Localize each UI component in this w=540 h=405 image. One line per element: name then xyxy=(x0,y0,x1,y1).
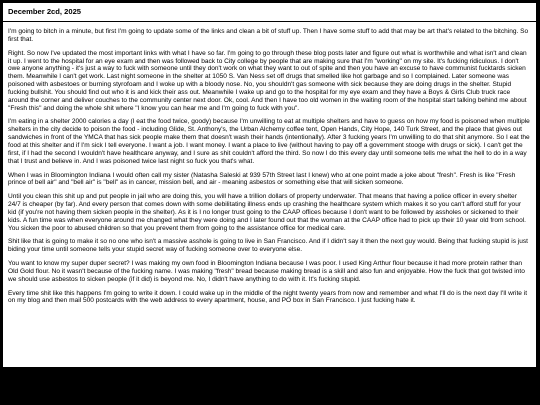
post-paragraph-8: Every time shit like this happens I'm going to write it down. I could wake up in the middle of the night twenty years from now and remember and what I'll do is the next day I'll write it on my blog and then mail 500 postcards with the web address to every apartment, house, and PO box in San Francisco. I just fucking hate it. xyxy=(8,289,528,305)
blog-post-panel xyxy=(3,3,536,367)
post-paragraph-3: I'm eating in a shelter 2000 calories a day (I eat the food twice, goody) because I'm unwilling to eat at multiple shelters and have to guess on how my food is poisoned when multiple shelters in the city decide to poison the food - including Glide, St. Anthony's, the Urban Alchemy coffee tent, Open Hands, City Hope, 140 Turk Street, and the place that gives out sandwiches in front of the YMCA that has sick people make them that doesn't wash their hands (intentionally). After 3 fucking years I'm unwilling to do that shit anymore. So I eat the food at this shelter and if I'm sick I tell everyone. I want a job. I want money. I want a place to live (without having to pay off a government stooge with drugs or sick). I can't get the first, if I had the second I wouldn't have healthcare anyway, and I sure as shit couldn't afford the third. So now I do this every day until someone tells me what the hell to do in a way that I trust and believe in. And I was poisoned twice last night so fuck you that's what. xyxy=(8,118,530,165)
post-paragraph-5: Until you clean this shit up and put people in jail who are doing this, you will have a trillion dollars of property underwater. That means that having a police officer in every shelter 24/7 is cheaper (by far). And every person that comes down with some debilitating illness ends up crashing the healthcare system which makes it so you can't afford stuff for your kid (if you're not having them sicken people in the shelter). As it is I no longer trust going to the CAAP offices because I don't want to be followed by assholes or sickened to their kids. A fun time was when everyone around me changed what they were doing and I later found out that the woman at the CAAP office had to pick up their 10 year old from school. You sicken the poor to abused children so that you prevent them from going to the assistance office for medical care. xyxy=(8,193,526,232)
post-paragraph-7: You want to know my super duper secret? I was making my own food in Bloomington Indiana because I was poor. I used King Arthur flour because it had more protein rather than Old Gold flour. No it wasn't because of the fucking name. I was making "fresh" bread because making bread is a skill and also fun and enjoyable. How the fuck that got twisted into we should use asbestos to sicken people (if it did) is beyond me. No, I didn't have anything to do with it. It's fucking stupid. xyxy=(8,260,525,283)
post-date-heading: December 2cd, 2025 xyxy=(8,7,82,16)
post-paragraph-1: I'm going to bitch in a minute, but first I'm going to update some of the links and clean a bit of stuff up. Then I have some stuff to add that may be art that's related to the bitching. So first that. xyxy=(8,28,529,43)
post-paragraph-4: When I was in Bloomington Indiana I would often call my sister (Natasha Saleski at 939 57th Street last I knew) who at one point made a joke about "fresh". Fresh is like "Fresh prince of bell air" and "bell air" is "bell" as in cancer, mission bell, and air - meaning asbestos or something else that will sicken someone. xyxy=(8,171,516,187)
heading-divider xyxy=(3,21,536,22)
post-paragraph-2: Right. So now I've updated the most important links with what I have so far. I'm going to go through these blog posts later and figure out what is worthwhile and what isn't and clean it up. I went to the hospital for an eye exam and then was followed back to City college by people that are making sure that I'm "working" on my site. It's fucking ridiculous. I don't owe anyone anything - it's just a way to fuck with someone until they don't work on what they want to out of spite and then you have an excuse to have communist fucktards sicken them. Meanwhile I can't get work. Last night someone in the shelter at 1050 S. Van Ness set off drugs that smelled like hot garbage and so I complained. Later someone was poisoned with asbestoes or burning styrofoam and I woke up with a bloody nose. No, you shouldn't gas someone with sick because they are doing drugs in the shelter. Stupid fucking bullshit. You should find out who it is and kick their ass out. Meanwhile I wake up and go to the hospital for my eye exam and they have a Boys & Girls Club truck race around the corner and deliver couches to the community center next door. Ok, cool. And then I have too old women in the waiting room of the hospital start talking behind me about "Fresh this" and doing the whole shit where "I know you can hear me and I'm going to fuck with you". xyxy=(8,49,527,112)
post-paragraph-6: Shit like that is going to make it so no one who isn't a massive asshole is going to live in San Francisco. And if I didn't say it then the next guy would. Being that fucking stupid is just biding your time until someone tells your stupid secret way of fucking someone over to everyone else. xyxy=(8,238,528,254)
